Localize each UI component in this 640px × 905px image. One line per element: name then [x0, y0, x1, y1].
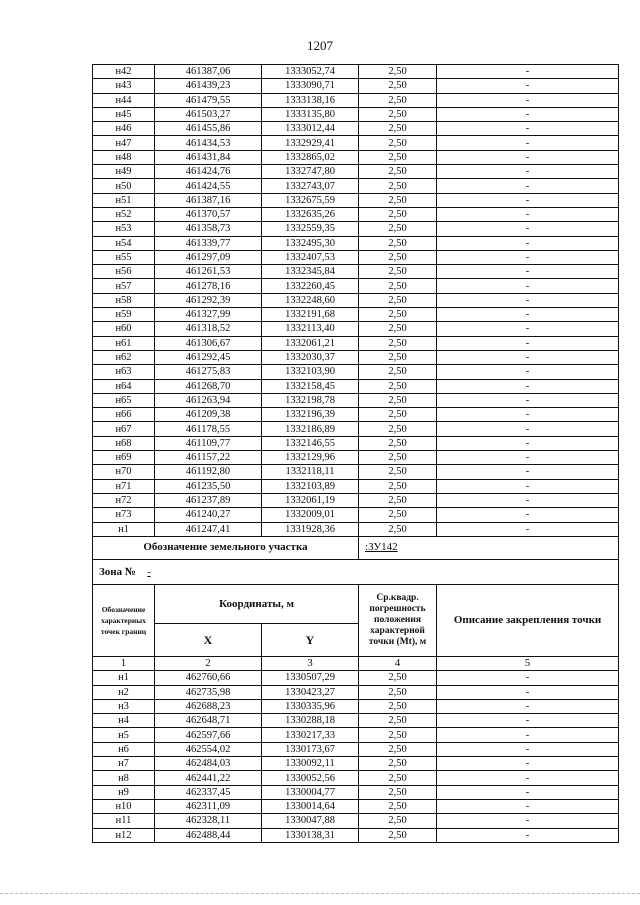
- y-cell: 1332198,78: [262, 393, 359, 407]
- table-row: [93, 728, 619, 742]
- x-cell: 462337,45: [155, 785, 262, 799]
- table-row: [93, 422, 619, 436]
- point-id-cell: н49: [93, 165, 155, 179]
- y-cell: 1332407,53: [262, 250, 359, 264]
- point-id-cell: н5: [93, 728, 155, 742]
- error-cell: 2,50: [359, 122, 437, 136]
- error-cell: 2,50: [359, 493, 437, 507]
- point-id-cell: н56: [93, 265, 155, 279]
- x-cell: 462554,02: [155, 742, 262, 756]
- coords-header: Координаты, м: [155, 585, 359, 624]
- y-cell: 1330004,77: [262, 785, 359, 799]
- x-cell: 462484,03: [155, 757, 262, 771]
- x-cell: 461292,45: [155, 350, 262, 364]
- table-row: [93, 250, 619, 264]
- description-cell: -: [437, 479, 619, 493]
- description-cell: -: [437, 207, 619, 221]
- table-row: [93, 479, 619, 493]
- error-cell: 2,50: [359, 479, 437, 493]
- y-cell: 1332495,30: [262, 236, 359, 250]
- y-cell: 1333012,44: [262, 122, 359, 136]
- error-cell: 2,50: [359, 150, 437, 164]
- point-id-cell: н65: [93, 393, 155, 407]
- description-cell: -: [437, 122, 619, 136]
- point-id-cell: н8: [93, 771, 155, 785]
- table-row: [93, 699, 619, 713]
- table-row: [93, 493, 619, 507]
- error-cell: 2,50: [359, 508, 437, 522]
- y-cell: 1330507,29: [262, 671, 359, 685]
- parcel-table-body: [93, 671, 619, 843]
- description-cell: -: [437, 322, 619, 336]
- table-row: [93, 742, 619, 756]
- table-row: [93, 799, 619, 813]
- y-cell: 1332675,59: [262, 193, 359, 207]
- x-cell: 461297,09: [155, 250, 262, 264]
- y-cell: 1332345,84: [262, 265, 359, 279]
- x-cell: 462597,66: [155, 728, 262, 742]
- table-row: [93, 771, 619, 785]
- y-cell: 1332009,01: [262, 508, 359, 522]
- error-cell: 2,50: [359, 828, 437, 842]
- y-cell: 1332559,35: [262, 222, 359, 236]
- x-cell: 461318,52: [155, 322, 262, 336]
- error-cell: 2,50: [359, 65, 437, 79]
- description-cell: -: [437, 522, 619, 536]
- y-cell: 1332635,26: [262, 207, 359, 221]
- x-cell: 461237,89: [155, 493, 262, 507]
- y-cell: 1332158,45: [262, 379, 359, 393]
- error-cell: 2,50: [359, 236, 437, 250]
- point-id-cell: н6: [93, 742, 155, 756]
- x-cell: 462648,71: [155, 714, 262, 728]
- point-id-cell: н54: [93, 236, 155, 250]
- point-id-cell: н50: [93, 179, 155, 193]
- point-id-cell: н70: [93, 465, 155, 479]
- y-cell: 1332030,37: [262, 350, 359, 364]
- error-cell: 2,50: [359, 742, 437, 756]
- point-id-cell: н58: [93, 293, 155, 307]
- table-row: [93, 193, 619, 207]
- y-cell: 1333090,71: [262, 79, 359, 93]
- point-id-cell: н62: [93, 350, 155, 364]
- description-cell: -: [437, 742, 619, 756]
- point-id-cell: н53: [93, 222, 155, 236]
- zone-label: Зона №: [99, 565, 136, 578]
- x-cell: 461157,22: [155, 451, 262, 465]
- description-cell: -: [437, 179, 619, 193]
- error-cell: 2,50: [359, 799, 437, 813]
- table-row: [93, 179, 619, 193]
- x-cell: 461455,86: [155, 122, 262, 136]
- point-id-cell: н68: [93, 436, 155, 450]
- y-cell: 1330173,67: [262, 742, 359, 756]
- x-cell: 461278,16: [155, 279, 262, 293]
- x-cell: 461503,27: [155, 107, 262, 121]
- x-cell: 462441,22: [155, 771, 262, 785]
- description-cell: -: [437, 685, 619, 699]
- y-cell: 1333052,74: [262, 65, 359, 79]
- y-cell: 1330138,31: [262, 828, 359, 842]
- y-cell: 1332191,68: [262, 308, 359, 322]
- point-id-cell: н51: [93, 193, 155, 207]
- table-row: [93, 122, 619, 136]
- description-cell: -: [437, 65, 619, 79]
- table-row: [93, 757, 619, 771]
- table-row: [93, 465, 619, 479]
- point-id-cell: н72: [93, 493, 155, 507]
- y-cell: 1330335,96: [262, 699, 359, 713]
- point-id-cell: н2: [93, 685, 155, 699]
- point-id-cell: н71: [93, 479, 155, 493]
- description-cell: -: [437, 336, 619, 350]
- error-cell: 2,50: [359, 136, 437, 150]
- table-row: [93, 293, 619, 307]
- point-id-cell: н61: [93, 336, 155, 350]
- y-cell: 1332103,89: [262, 479, 359, 493]
- x-cell: 462735,98: [155, 685, 262, 699]
- point-id-cell: н60: [93, 322, 155, 336]
- description-cell: -: [437, 393, 619, 407]
- x-cell: 461109,77: [155, 436, 262, 450]
- error-cell: 2,50: [359, 365, 437, 379]
- description-cell: -: [437, 771, 619, 785]
- error-header: Ср.квадр. погрешность положения характерной точки (Mt), м: [359, 585, 437, 657]
- point-id-cell: н55: [93, 250, 155, 264]
- y-cell: 1332118,11: [262, 465, 359, 479]
- error-cell: 2,50: [359, 771, 437, 785]
- point-id-cell: н63: [93, 365, 155, 379]
- zone-value: -: [147, 566, 151, 578]
- description-cell: -: [437, 757, 619, 771]
- table-row: [93, 379, 619, 393]
- table-row: [93, 508, 619, 522]
- x-cell: 461339,77: [155, 236, 262, 250]
- error-cell: 2,50: [359, 193, 437, 207]
- table-row: [93, 393, 619, 407]
- x-cell: 461247,41: [155, 522, 262, 536]
- description-cell: -: [437, 365, 619, 379]
- point-id-cell: н1: [93, 522, 155, 536]
- col-number: 4: [359, 657, 437, 671]
- x-cell: 462760,66: [155, 671, 262, 685]
- error-cell: 2,50: [359, 422, 437, 436]
- error-cell: 2,50: [359, 93, 437, 107]
- x-cell: 461261,53: [155, 265, 262, 279]
- description-header: Описание закрепления точки: [437, 585, 619, 657]
- table-row: [93, 222, 619, 236]
- error-cell: 2,50: [359, 336, 437, 350]
- description-cell: -: [437, 379, 619, 393]
- description-cell: -: [437, 508, 619, 522]
- y-cell: 1332743,07: [262, 179, 359, 193]
- description-cell: -: [437, 799, 619, 813]
- parcel-label: Обозначение земельного участка: [93, 535, 359, 560]
- error-cell: 2,50: [359, 379, 437, 393]
- error-cell: 2,50: [359, 522, 437, 536]
- error-cell: 2,50: [359, 408, 437, 422]
- description-cell: -: [437, 828, 619, 842]
- point-id-cell: н3: [93, 699, 155, 713]
- error-cell: 2,50: [359, 79, 437, 93]
- description-cell: -: [437, 136, 619, 150]
- y-cell: 1330288,18: [262, 714, 359, 728]
- x-cell: 462311,09: [155, 799, 262, 813]
- description-cell: -: [437, 150, 619, 164]
- parcel-value: :ЗУ142: [359, 535, 619, 560]
- y-cell: 1332146,55: [262, 436, 359, 450]
- x-cell: 461479,55: [155, 93, 262, 107]
- error-cell: 2,50: [359, 293, 437, 307]
- table-row: [93, 451, 619, 465]
- header-row-1: [93, 585, 619, 624]
- y-cell: 1333138,16: [262, 93, 359, 107]
- col-number: 3: [262, 657, 359, 671]
- table-row: [93, 265, 619, 279]
- x-cell: 461431,84: [155, 150, 262, 164]
- point-id-cell: н12: [93, 828, 155, 842]
- error-cell: 2,50: [359, 685, 437, 699]
- y-cell: 1330423,27: [262, 685, 359, 699]
- error-cell: 2,50: [359, 165, 437, 179]
- description-cell: -: [437, 451, 619, 465]
- point-id-cell: н69: [93, 451, 155, 465]
- coordinates-table-continued: [92, 64, 619, 537]
- point-id-cell: н42: [93, 65, 155, 79]
- point-id-cell: н73: [93, 508, 155, 522]
- table-row: [93, 279, 619, 293]
- description-cell: -: [437, 714, 619, 728]
- parcel-coordinates-table: [92, 535, 619, 843]
- error-cell: 2,50: [359, 814, 437, 828]
- y-cell: 1332929,41: [262, 136, 359, 150]
- x-cell: 462488,44: [155, 828, 262, 842]
- point-id-cell: н44: [93, 93, 155, 107]
- col-number: 5: [437, 657, 619, 671]
- description-cell: -: [437, 308, 619, 322]
- point-id-cell: н11: [93, 814, 155, 828]
- error-cell: 2,50: [359, 265, 437, 279]
- table-row: [93, 408, 619, 422]
- x-cell: 461306,67: [155, 336, 262, 350]
- zone-cell: [93, 560, 619, 585]
- table-row: [93, 165, 619, 179]
- table-row: [93, 714, 619, 728]
- table-row: [93, 308, 619, 322]
- y-cell: 1330092,11: [262, 757, 359, 771]
- error-cell: 2,50: [359, 671, 437, 685]
- point-id-cell: н43: [93, 79, 155, 93]
- error-cell: 2,50: [359, 250, 437, 264]
- point-header: Обозначение характерных точек границ: [93, 585, 155, 657]
- page-number: 1207: [307, 38, 333, 53]
- error-cell: 2,50: [359, 322, 437, 336]
- table-row: [93, 322, 619, 336]
- point-id-cell: н47: [93, 136, 155, 150]
- point-id-cell: н46: [93, 122, 155, 136]
- error-cell: 2,50: [359, 436, 437, 450]
- description-cell: -: [437, 671, 619, 685]
- description-cell: -: [437, 236, 619, 250]
- error-cell: 2,50: [359, 785, 437, 799]
- error-cell: 2,50: [359, 451, 437, 465]
- table-row: [93, 207, 619, 221]
- table-row: [93, 828, 619, 842]
- x-cell: 461263,94: [155, 393, 262, 407]
- coordinates-table-body: [93, 65, 619, 537]
- table-row: [93, 785, 619, 799]
- error-cell: 2,50: [359, 393, 437, 407]
- y-cell: 1330047,88: [262, 814, 359, 828]
- y-cell: 1331928,36: [262, 522, 359, 536]
- x-cell: 461434,53: [155, 136, 262, 150]
- y-cell: 1330052,56: [262, 771, 359, 785]
- x-cell: 461240,27: [155, 508, 262, 522]
- table-row: [93, 685, 619, 699]
- table-row: [93, 236, 619, 250]
- x-cell: 461387,16: [155, 193, 262, 207]
- table-row: [93, 93, 619, 107]
- x-cell: 461275,83: [155, 365, 262, 379]
- x-cell: 461292,39: [155, 293, 262, 307]
- x-cell: 462328,11: [155, 814, 262, 828]
- x-cell: 461387,06: [155, 65, 262, 79]
- description-cell: -: [437, 728, 619, 742]
- x-cell: 461209,38: [155, 408, 262, 422]
- parcel-row: [93, 535, 619, 560]
- point-id-cell: н4: [93, 714, 155, 728]
- point-id-cell: н1: [93, 671, 155, 685]
- x-header: X: [155, 624, 262, 657]
- error-cell: 2,50: [359, 207, 437, 221]
- error-cell: 2,50: [359, 107, 437, 121]
- table-row: [93, 365, 619, 379]
- description-cell: -: [437, 422, 619, 436]
- point-id-cell: н59: [93, 308, 155, 322]
- y-cell: 1333135,80: [262, 107, 359, 121]
- x-cell: 461358,73: [155, 222, 262, 236]
- col-number: 2: [155, 657, 262, 671]
- x-cell: 461235,50: [155, 479, 262, 493]
- x-cell: 461424,76: [155, 165, 262, 179]
- table-row: [93, 350, 619, 364]
- point-id-cell: н67: [93, 422, 155, 436]
- description-cell: -: [437, 465, 619, 479]
- table-row: [93, 814, 619, 828]
- description-cell: -: [437, 814, 619, 828]
- description-cell: -: [437, 699, 619, 713]
- y-cell: 1332186,89: [262, 422, 359, 436]
- description-cell: -: [437, 350, 619, 364]
- error-cell: 2,50: [359, 465, 437, 479]
- description-cell: -: [437, 493, 619, 507]
- y-cell: 1332196,39: [262, 408, 359, 422]
- point-id-cell: н9: [93, 785, 155, 799]
- table-row: [93, 436, 619, 450]
- column-numbers-row: [93, 657, 619, 671]
- point-id-cell: н57: [93, 279, 155, 293]
- y-cell: 1332865,02: [262, 150, 359, 164]
- table-row: [93, 65, 619, 79]
- x-cell: 461192,80: [155, 465, 262, 479]
- table-row: [93, 671, 619, 685]
- y-cell: 1332248,60: [262, 293, 359, 307]
- description-cell: -: [437, 408, 619, 422]
- y-cell: 1330014,64: [262, 799, 359, 813]
- description-cell: -: [437, 193, 619, 207]
- error-cell: 2,50: [359, 757, 437, 771]
- point-id-cell: н7: [93, 757, 155, 771]
- point-id-cell: н66: [93, 408, 155, 422]
- point-id-cell: н52: [93, 207, 155, 221]
- x-cell: 461178,55: [155, 422, 262, 436]
- x-cell: 461439,23: [155, 79, 262, 93]
- point-id-cell: н48: [93, 150, 155, 164]
- description-cell: -: [437, 107, 619, 121]
- table-row: [93, 150, 619, 164]
- point-id-cell: н45: [93, 107, 155, 121]
- error-cell: 2,50: [359, 350, 437, 364]
- description-cell: -: [437, 265, 619, 279]
- error-cell: 2,50: [359, 699, 437, 713]
- x-cell: 461327,99: [155, 308, 262, 322]
- table-row: [93, 136, 619, 150]
- table-row: [93, 336, 619, 350]
- description-cell: -: [437, 222, 619, 236]
- error-cell: 2,50: [359, 279, 437, 293]
- col-number: 1: [93, 657, 155, 671]
- y-cell: 1332747,80: [262, 165, 359, 179]
- point-id-cell: н64: [93, 379, 155, 393]
- y-cell: 1332103,90: [262, 365, 359, 379]
- y-cell: 1332061,19: [262, 493, 359, 507]
- description-cell: -: [437, 79, 619, 93]
- point-id-cell: н10: [93, 799, 155, 813]
- x-cell: 462688,23: [155, 699, 262, 713]
- y-cell: 1330217,33: [262, 728, 359, 742]
- x-cell: 461370,57: [155, 207, 262, 221]
- zone-row: [93, 560, 619, 585]
- description-cell: -: [437, 279, 619, 293]
- y-cell: 1332129,96: [262, 451, 359, 465]
- error-cell: 2,50: [359, 728, 437, 742]
- description-cell: -: [437, 93, 619, 107]
- description-cell: -: [437, 785, 619, 799]
- y-cell: 1332113,40: [262, 322, 359, 336]
- error-cell: 2,50: [359, 308, 437, 322]
- error-cell: 2,50: [359, 714, 437, 728]
- y-header: Y: [262, 624, 359, 657]
- y-cell: 1332061,21: [262, 336, 359, 350]
- table-row: [93, 79, 619, 93]
- error-cell: 2,50: [359, 222, 437, 236]
- scan-edge: [0, 893, 640, 894]
- x-cell: 461268,70: [155, 379, 262, 393]
- x-cell: 461424,55: [155, 179, 262, 193]
- description-cell: -: [437, 436, 619, 450]
- error-cell: 2,50: [359, 179, 437, 193]
- description-cell: -: [437, 293, 619, 307]
- y-cell: 1332260,45: [262, 279, 359, 293]
- description-cell: -: [437, 165, 619, 179]
- description-cell: -: [437, 250, 619, 264]
- table-row: [93, 107, 619, 121]
